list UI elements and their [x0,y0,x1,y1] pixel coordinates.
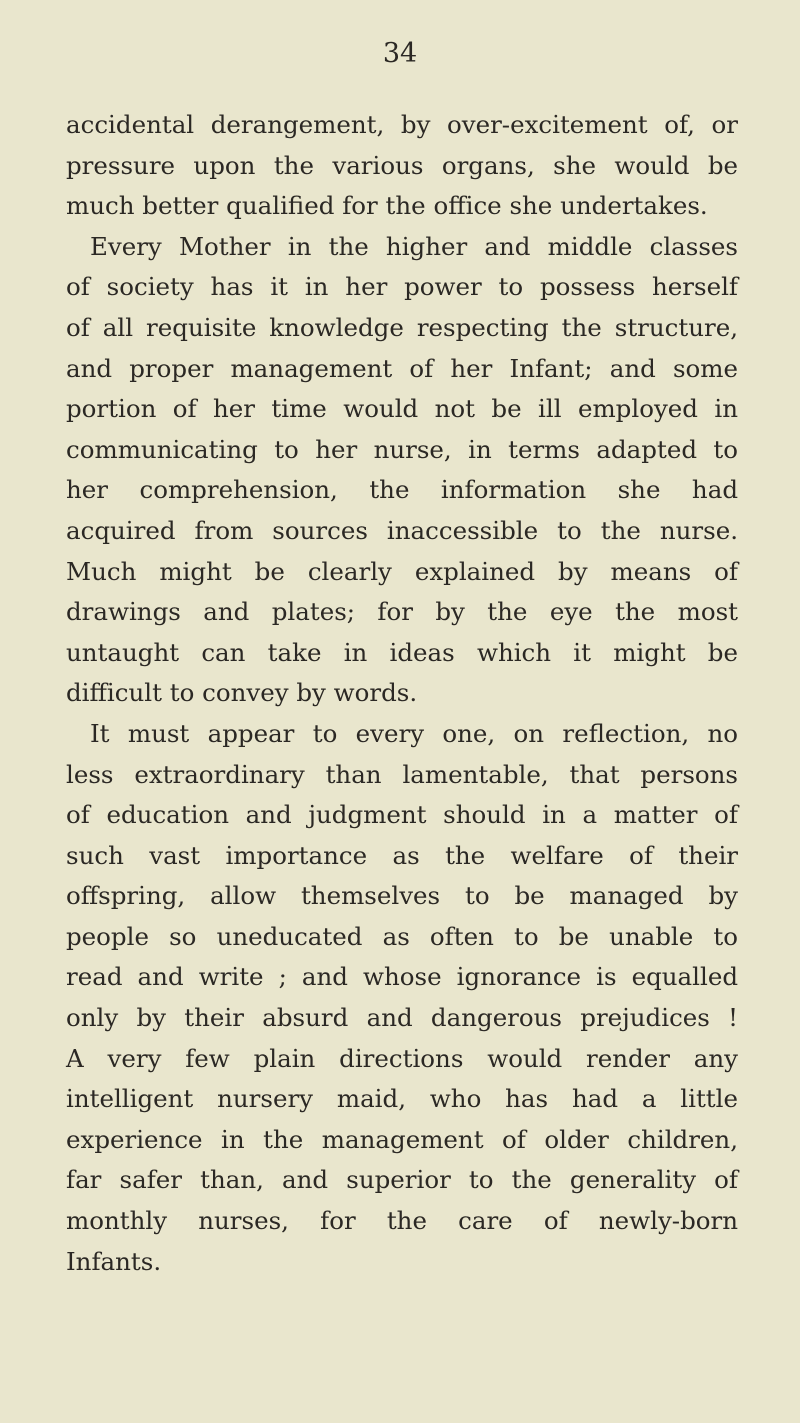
text-line: read and write ; and whose ignorance is equalled [66,962,738,992]
paragraph [66,227,738,714]
text-line: far safer than, and superior to the generality of [66,1165,738,1195]
text-line: of education and judgment should in a matter of [66,800,738,830]
text-line: Every Mother in the higher and middle classes [90,231,738,261]
text-line: people so uneducated as often to be unable to [66,921,738,951]
text-line: only by their absurd and dangerous prejudices ! [66,1003,738,1033]
text-line: Infants. [66,1246,162,1276]
text-line: her comprehension, the information she had [66,475,738,505]
text-line: portion of her time would not be ill employed in [66,394,738,424]
text-line: offspring, allow themselves to be managed by [66,881,738,911]
text-line: communicating to her nurse, in terms adapted to [66,434,738,464]
text-line: experience in the management of older children, [66,1124,738,1154]
text-line: much better qualified for the office she undertakes. [66,191,708,221]
text-line: untaught can take in ideas which it might be [66,637,738,667]
text-line: Much might be clearly explained by means of [66,556,738,586]
body-text [66,105,738,1282]
text-line: accidental derangement, by over-excitement of, or [66,110,738,139]
text-line: A very few plain directions would render any [66,1043,738,1073]
text-line: difficult to convey by words. [66,678,418,708]
text-line: drawings and plates; for by the eye the most [66,597,738,627]
text-line: acquired from sources inaccessible to the nurse. [66,515,738,545]
paragraph [66,714,738,1282]
text-line: of society has it in her power to possess herself [66,272,738,302]
text-line: pressure upon the various organs, she would be [66,150,738,180]
text-line: of all requisite knowledge respecting the structure, [66,312,738,342]
text-line: less extraordinary than lamentable, that persons [66,759,738,789]
text-line: intelligent nursery maid, who has had a little [66,1084,738,1114]
paragraph [66,105,738,227]
text-line: monthly nurses, for the care of newly-born [66,1206,738,1236]
text-line: such vast importance as the welfare of their [66,840,738,870]
text-line: It must appear to every one, on reflection, no [90,718,738,748]
text-line: and proper management of her Infant; and some [66,353,738,383]
page-number: 34 [382,38,418,69]
